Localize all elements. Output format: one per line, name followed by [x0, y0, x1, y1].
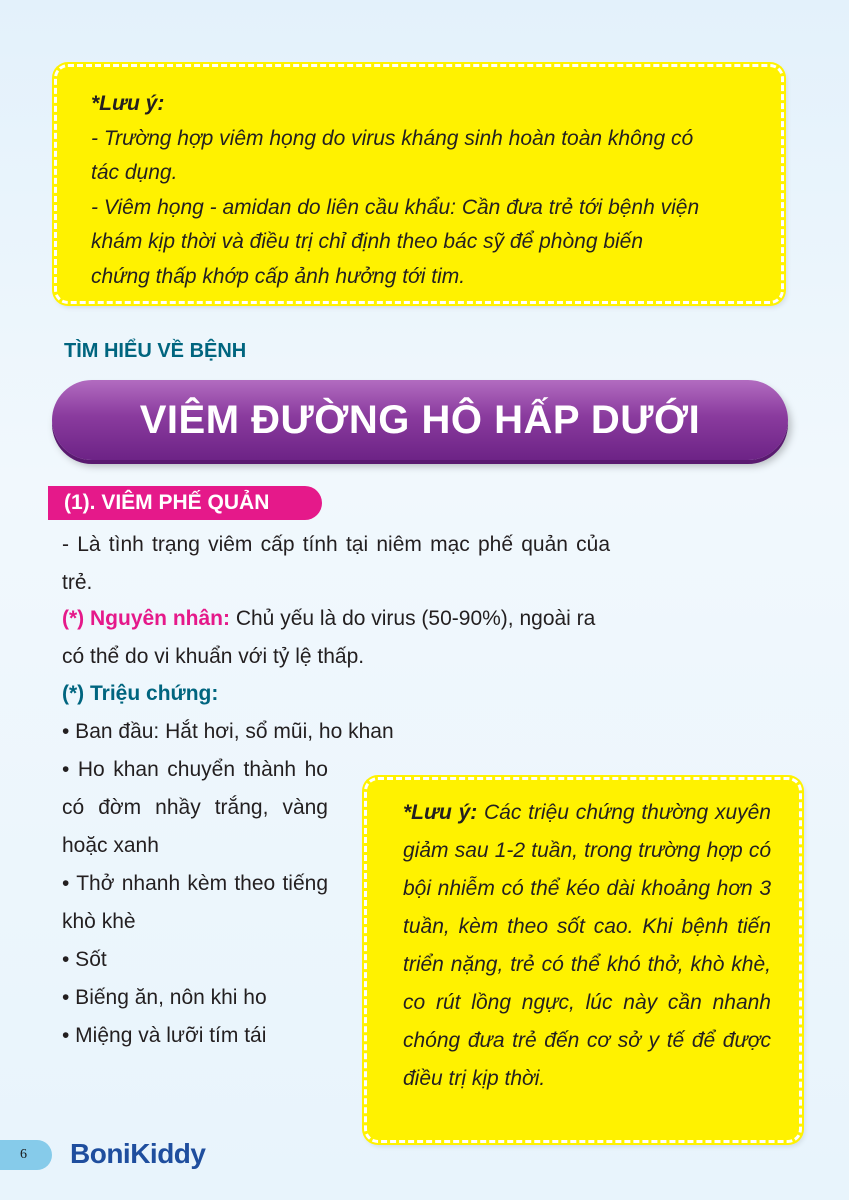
cause-paragraph: [62, 600, 610, 675]
note-title: *Lưu ý:: [403, 801, 478, 824]
note-title: *Lưu ý:: [91, 92, 165, 115]
symptom-heading: (*) Triệu chứng:: [62, 682, 219, 705]
page-title: VIÊM ĐƯỜNG HÔ HẤP DƯỚI: [139, 397, 701, 442]
page-number-tab: [0, 1140, 52, 1170]
list-item: • Sốt: [62, 948, 107, 971]
note-paragraph: [403, 794, 771, 1098]
list-item: • Miệng và lưỡi tím tái: [62, 1024, 267, 1047]
list-item: • Thở nhanh kèm theo tiếng khò khè: [62, 872, 328, 933]
list-item: • Biếng ăn, nôn khi ho: [62, 986, 267, 1009]
list-item: • Ho khan chuyển thành ho có đờm nhầy trắng, vàng hoặc xanh: [62, 758, 328, 857]
cause-text: Chủ yếu là do virus (50-90%), ngoài ra có thể do vi khuẩn với tỷ lệ thấp.: [62, 607, 596, 668]
note-box-bottom: [364, 777, 802, 1143]
note-text: Các triệu chứng thường xuyên giảm sau 1-2 tuần, trong trường hợp có bội nhiễm có thể kéo dài khoảng hơn 3 tuần, kèm theo sốt cao. Khi bệnh tiến triển nặng, trẻ có thể khó thở, khò khè, co rút lồng ngực, lúc này cần nhanh chóng đưa trẻ đến cơ sở y tế để được điều trị kịp thời.: [403, 801, 771, 1090]
section-label: (1). VIÊM PHẾ QUẢN: [64, 491, 270, 514]
page-number: 6: [20, 1147, 27, 1162]
title-banner: [52, 380, 788, 460]
section-label-pill: [48, 486, 322, 520]
brand-logo: BoniKiddy: [70, 1138, 206, 1169]
note-line: tác dụng.: [91, 161, 178, 184]
intro-paragraph: - Là tình trạng viêm cấp tính tại niêm mạc phế quản của trẻ.: [62, 533, 610, 594]
section-kicker: TÌM HIỂU VỀ BỆNH: [64, 340, 247, 362]
note-line: khám kịp thời và điều trị chỉ định theo bác sỹ để phòng biến: [91, 230, 644, 253]
note-line: - Trường hợp viêm họng do virus kháng sinh hoàn toàn không có: [91, 126, 694, 150]
note-line: chứng thấp khớp cấp ảnh hưởng tới tim.: [91, 264, 466, 288]
note-line: - Viêm họng - amidan do liên cầu khẩu: Cần đưa trẻ tới bệnh viện: [91, 195, 700, 219]
cause-label: (*) Nguyên nhân:: [62, 607, 230, 630]
list-item: • Ban đầu: Hắt hơi, sổ mũi, ho khan: [62, 720, 394, 743]
note-box-top: [54, 64, 784, 304]
